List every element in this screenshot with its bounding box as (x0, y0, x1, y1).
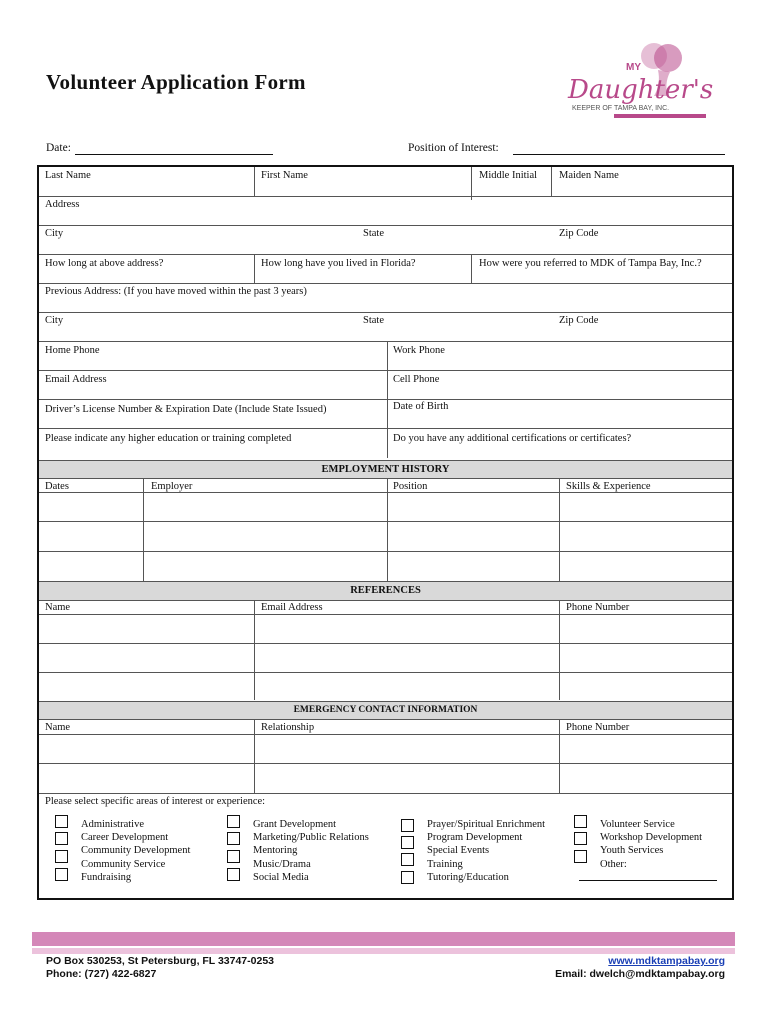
checkbox-volunteer-service[interactable] (574, 815, 587, 828)
education-label: Please indicate any higher education or training completed (45, 433, 292, 444)
checkbox-grant-development[interactable] (227, 815, 240, 828)
reference-row-1[interactable] (39, 615, 732, 643)
logo-tagline-bar (614, 114, 706, 118)
ref-col-email: Email Address (261, 602, 323, 613)
interest-option: Community Development (81, 845, 191, 857)
last-name-label: Last Name (45, 170, 91, 181)
checkbox-program-development[interactable] (401, 836, 414, 849)
footer-address: PO Box 530253, St Petersburg, FL 33747-0253 (46, 955, 275, 967)
footer-phone: Phone: (727) 422-6827 (46, 968, 157, 980)
work-phone-field[interactable] (388, 342, 732, 370)
state-label: State (363, 228, 384, 239)
emp-col-dates: Dates (45, 481, 69, 492)
interest-option: Social Media (253, 871, 309, 883)
home-phone-field[interactable] (39, 342, 387, 370)
last-name-field[interactable] (39, 167, 254, 195)
address-field[interactable] (39, 197, 732, 225)
certifications-label: Do you have any additional certifications or certificates? (393, 433, 632, 444)
logo-text-tampa: TAMPA BAY, INC. (614, 105, 670, 112)
checkbox-administrative[interactable] (55, 815, 68, 828)
emg-col-phone: Phone Number (566, 722, 630, 733)
how-long-florida-field[interactable] (255, 255, 471, 283)
interest-option: Grant Development (253, 819, 337, 830)
footer-contact (46, 955, 274, 981)
checkbox-marketing[interactable] (227, 832, 240, 845)
ref-col-name: Name (45, 602, 71, 613)
interests-prompt: Please select specific areas of interest or experience: (45, 796, 266, 807)
footer-email: Email: dwelch@mdktampabay.org (555, 968, 725, 980)
email-field[interactable] (39, 371, 387, 399)
zip-label: Zip Code (559, 228, 599, 239)
employment-row-3[interactable] (39, 552, 732, 581)
checkbox-prayer[interactable] (401, 819, 414, 832)
footer-band-dark (32, 932, 735, 946)
middle-initial-field[interactable] (472, 167, 551, 195)
license-field[interactable] (39, 400, 387, 428)
logo-text-daughters: Daughter's (568, 75, 714, 105)
prev-state-label: State (363, 315, 384, 326)
emg-col-name: Name (45, 722, 71, 733)
home-phone-label: Home Phone (45, 345, 100, 356)
emg-col-relationship: Relationship (261, 722, 315, 733)
checkbox-music-drama[interactable] (227, 850, 240, 863)
cell-phone-label: Cell Phone (393, 374, 440, 385)
reference-row-2[interactable] (39, 644, 732, 672)
emergency-row-2[interactable] (39, 764, 732, 793)
interest-option: Youth Services (600, 845, 664, 857)
checkbox-career-development[interactable] (55, 832, 68, 845)
interest-option: Training (427, 858, 463, 870)
emp-col-employer: Employer (151, 481, 193, 492)
previous-address-label: Previous Address: (If you have moved within the past 3 years) (45, 286, 307, 297)
emergency-row-1[interactable] (39, 735, 732, 763)
dob-field[interactable] (388, 400, 732, 428)
interest-option: Other: (600, 858, 627, 870)
checkbox-community-development[interactable] (55, 850, 68, 863)
referred-field[interactable] (472, 255, 732, 283)
prev-city-label: City (45, 315, 64, 326)
interest-option: Community Service (81, 858, 166, 870)
first-name-label: First Name (261, 170, 308, 181)
prev-zip-label: Zip Code (559, 315, 599, 326)
reference-row-3[interactable] (39, 673, 732, 701)
checkbox-special-events[interactable] (401, 853, 414, 866)
checkbox-workshop-development[interactable] (574, 832, 587, 845)
application-form (37, 165, 734, 900)
maiden-name-label: Maiden Name (559, 170, 619, 181)
interest-option: Prayer/Spiritual Enrichment (427, 819, 546, 830)
emergency-contact-heading: EMERGENCY CONTACT INFORMATION (39, 701, 732, 720)
interest-option: Career Development (81, 832, 169, 844)
checkbox-youth-services[interactable] (574, 850, 587, 863)
footer-website-link[interactable]: www.mdktampabay.org (608, 955, 725, 967)
city-state-zip-field[interactable] (39, 226, 732, 254)
interest-option: Fundraising (81, 871, 132, 883)
interest-option: Volunteer Service (600, 819, 675, 830)
prev-city-state-zip-field[interactable] (39, 313, 732, 341)
license-label: Driver’s License Number & Expiration Date (Include State Issued) (45, 404, 327, 415)
footer-band-light (32, 948, 735, 954)
position-field[interactable] (513, 142, 725, 155)
references-heading: REFERENCES (39, 581, 732, 601)
first-name-field[interactable] (255, 167, 471, 195)
logo-text-my: MY (626, 62, 641, 73)
interest-option: Administrative (81, 819, 144, 830)
emp-col-position: Position (393, 481, 428, 492)
how-long-florida-label: How long have you lived in Florida? (261, 258, 416, 269)
interest-option: Tutoring/Education (427, 871, 509, 883)
interests-col3 (427, 818, 545, 884)
middle-initial-label: Middle Initial (479, 170, 538, 181)
logo-text-keeper: KEEPER OF (572, 105, 613, 112)
work-phone-label: Work Phone (393, 345, 445, 356)
interests-col2 (253, 818, 369, 884)
how-long-address-field[interactable] (39, 255, 254, 283)
interest-option: Special Events (427, 845, 490, 857)
interest-option: Program Development (427, 832, 523, 844)
education-field[interactable] (39, 429, 387, 458)
interest-option: Marketing/Public Relations (253, 832, 369, 844)
footer-web (555, 955, 725, 981)
other-interest-field[interactable] (579, 880, 717, 881)
dob-label: Date of Birth (393, 401, 449, 412)
interests-col1 (81, 818, 190, 884)
interest-option: Music/Drama (253, 858, 311, 870)
employment-row-1[interactable] (39, 493, 732, 521)
page-title: Volunteer Application Form (46, 70, 306, 94)
interest-option: Mentoring (253, 845, 298, 857)
interest-option: Workshop Development (600, 832, 703, 844)
date-label: Date: (46, 142, 71, 154)
previous-address-field[interactable] (39, 284, 732, 312)
checkbox-tutoring[interactable] (401, 871, 414, 884)
email-label: Email Address (45, 374, 107, 385)
address-label: Address (45, 199, 80, 210)
checkbox-social-media[interactable] (227, 868, 240, 881)
maiden-name-field[interactable] (552, 167, 732, 195)
referred-label: How were you referred to MDK of Tampa Bay, Inc.? (479, 258, 702, 269)
organization-logo (566, 40, 716, 126)
position-label: Position of Interest: (408, 142, 499, 154)
how-long-address-label: How long at above address? (45, 258, 164, 269)
checkbox-fundraising[interactable] (55, 868, 68, 881)
cell-phone-field[interactable] (388, 371, 732, 399)
interests-col4 (600, 818, 702, 871)
employment-history-heading: EMPLOYMENT HISTORY (39, 460, 732, 479)
certifications-field[interactable] (388, 429, 732, 458)
ref-col-phone: Phone Number (566, 602, 630, 613)
emp-col-skills: Skills & Experience (566, 481, 651, 492)
city-label: City (45, 228, 64, 239)
date-field[interactable] (75, 142, 273, 155)
employment-row-2[interactable] (39, 522, 732, 551)
